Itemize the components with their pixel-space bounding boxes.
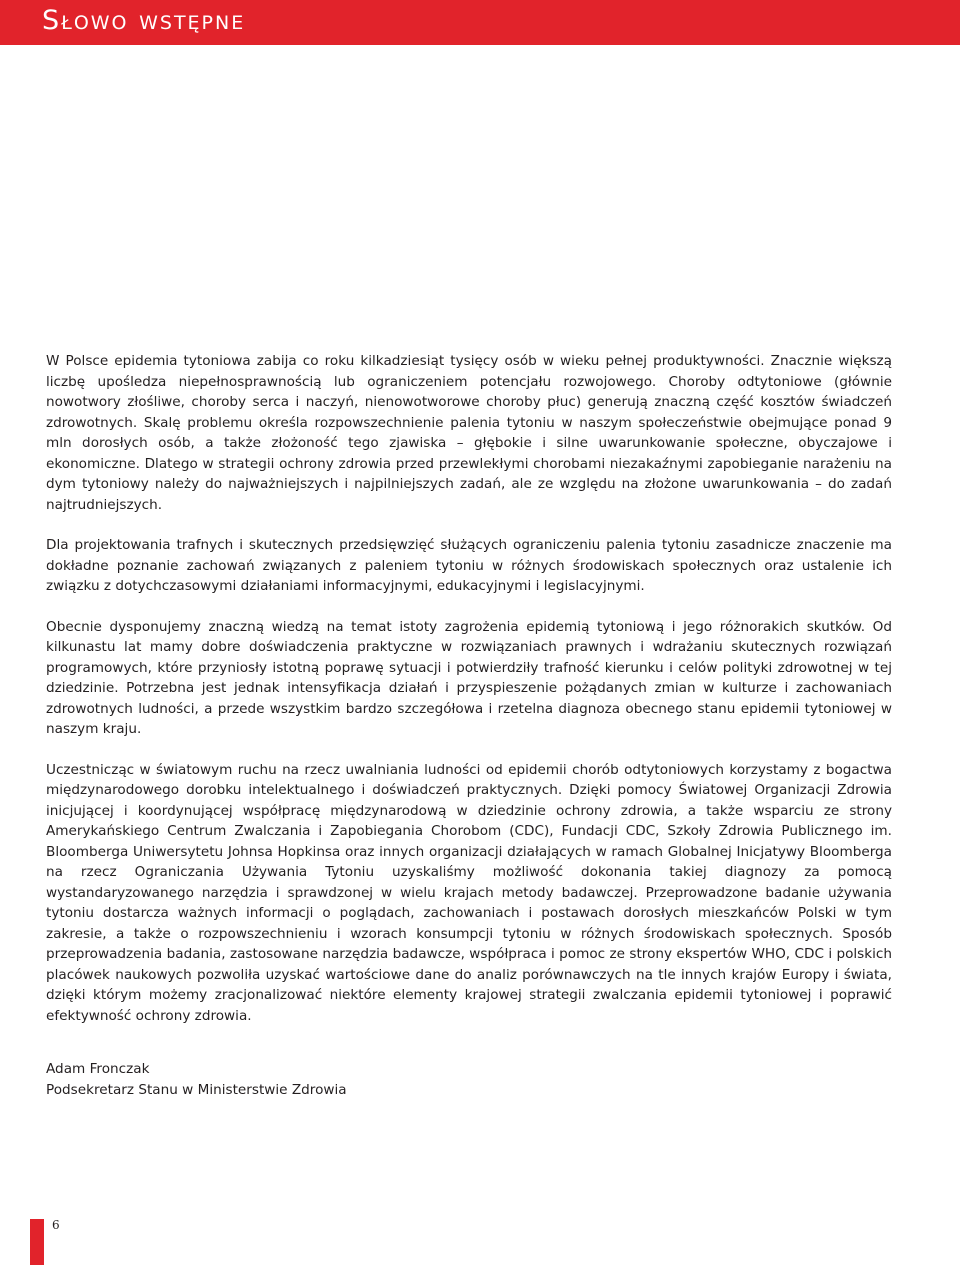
signature-name: Adam Fronczak [46, 1061, 150, 1077]
footer-accent-bar [30, 1219, 44, 1265]
page-number: 6 [52, 1218, 60, 1232]
page-title: Słowo wstępne [42, 5, 246, 36]
header-bar [0, 0, 960, 45]
paragraph: Uczestnicząc w światowym ruchu na rzecz uwalniania ludności od epidemii chorób odtytoniowych korzystamy z bogactwa międzynarodowego dorobku intelektualnego i doświadczeń praktycznych. Dzięki pomocy Światowej Organizacji Zdrowia inicjującej i koordynującej współpracę międzynarodową w dziedzinie ochrony zdrowia, a także wsparciu ze strony Amerykańskiego Centrum Zwalczania i Zapobiegania Chorobom (CDC), Fundacji CDC, Szkoły Zdrowia Publicznego im. Bloomberga Uniwersytetu Johnsa Hopkinsa oraz innych organizacji działających w ramach Globalnej Inicjatywy Bloomberga na rzecz Ograniczania Używania Tytoniu uzyskaliśmy możliwość dokonania takiej diagnozy za pomocą wystandaryzowanego narzędzia i sprawdzonej w wielu krajach metody badawczej. Przeprowadzone badanie używania tytoniu dostarcza ważnych informacji o poglądach, zachowaniach i postawach dorosłych mieszkańców Polski w tym zakresie, a także o rozpowszechnieniu i wzorach konsumpcji tytoniu w różnych środowiskach społecznych. Sposób przeprowadzenia badania, zastosowane narzędzia badawcze, współpraca i pomoc ze strony ekspertów WHO, CDC i polskich placówek naukowych pozwoliła uzyskać wartościowe dane do analiz porównawczych na tle innych krajów Europy i świata, dzięki którym możemy zracjonalizować niektóre elementy krajowej strategii zwalczania epidemii tytoniowej i poprawić efektywność ochrony zdrowia. [46, 761, 892, 1024]
signature-position: Podsekretarz Stanu w Ministerstwie Zdrowia [46, 1081, 347, 1098]
paragraph: Obecnie dysponujemy znaczną wiedzą na temat istoty zagrożenia epidemią tytoniową i jego różnorakich skutków. Od kilkunastu lat mamy dobre doświadczenia praktyczne w rozwiązaniach prawnych i wdrażaniu skutecznych rozwiązań programowych, które przyniosły istotną poprawę sytuacji i potwierdziły trafność kierunku i celów polityki zdrowotnej w tej dziedzinie. Potrzebna jest jednak intensyfikacja działań i przyspieszenie pożądanych zmian w kulturze i zachowaniach zdrowotnych ludności, a przede wszystkim bardzo szczegółowa i rzetelna diagnoza obecnego stanu epidemii tytoniowej w naszym kraju. [46, 618, 892, 737]
paragraph: Dla projektowania trafnych i skutecznych przedsięwzięć służących ograniczeniu palenia tytoniu zasadnicze znaczenie ma dokładne poznanie zachowań związanych z paleniem tytoniu w różnych środowiskach społecznych oraz ustalenie ich związku z dotychczasowymi działaniami informacyjnymi, edukacyjnymi i legislacyjnymi. [46, 537, 892, 594]
signature-block [46, 1059, 347, 1100]
body-text [46, 351, 892, 1046]
paragraph: W Polsce epidemia tytoniowa zabija co roku kilkadziesiąt tysięcy osób w wieku pełnej produktywności. Znacznie większą liczbę upośledza niepełnosprawnością lub ograniczeniem potencjału rozwojowego. Choroby odtytoniowe (głównie nowotwory złośliwe, choroby serca i naczyń, nienowotworowe choroby płuc) generują znaczną część kosztów świadczeń zdrowotnych. Skalę problemu określa rozpowszechnienie palenia tytoniu w naszym społeczeństwie obejmujące ponad 9 mln dorosłych osób, a także złożoność tego zjawiska – głębokie i silne uwarunkowanie społeczne, obyczajowe i ekonomiczne. Dlatego w strategii ochrony zdrowia przed przewlekłymi chorobami niezakaźnymi zapobieganie narażeniu na dym tytoniowy należy do najważniejszych i najpilniejszych zadań, ale ze względu na złożone uwarunkowania – do zadań najtrudniejszych. [46, 353, 892, 513]
